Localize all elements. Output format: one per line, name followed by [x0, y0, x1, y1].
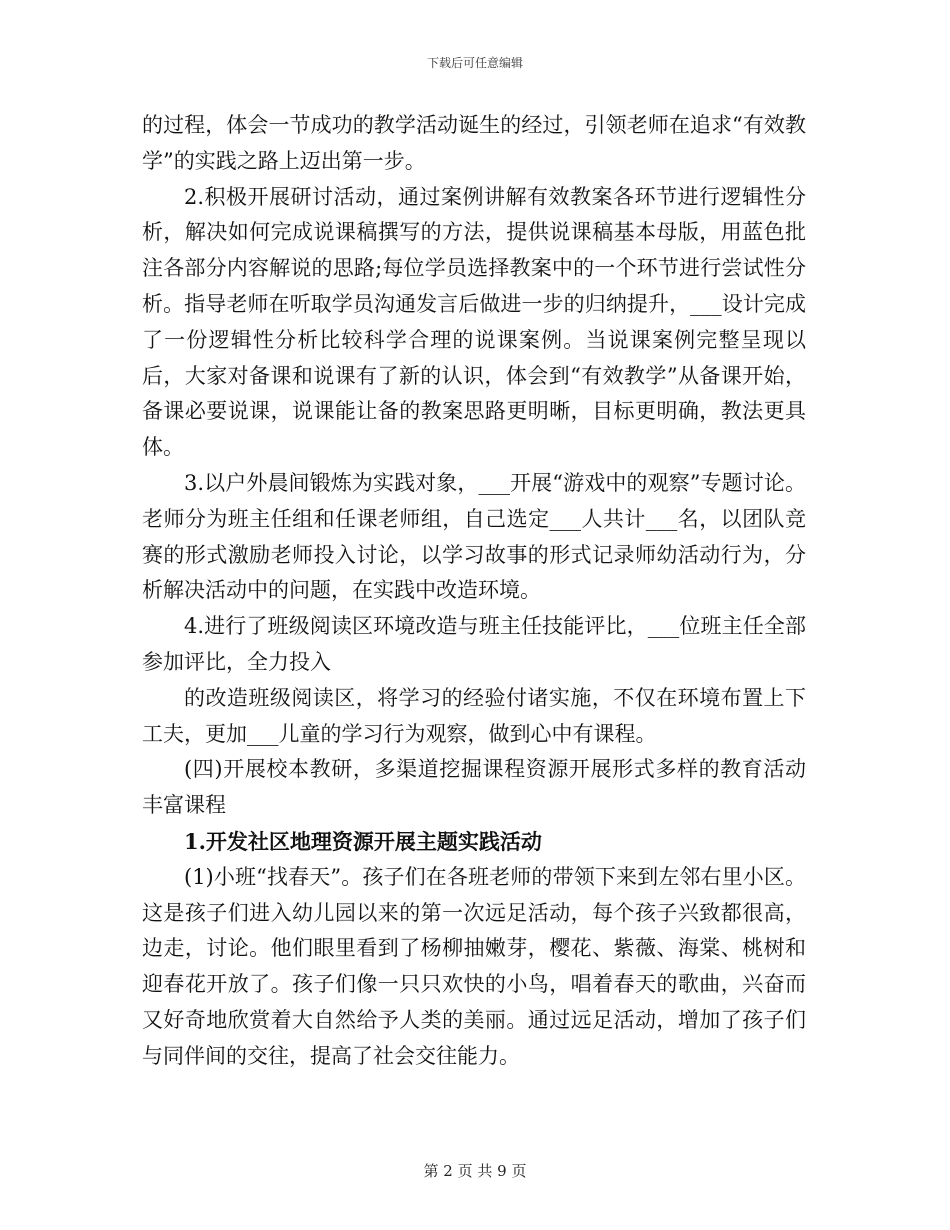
- paragraph-item-2: 2.积极开展研讨活动，通过案例讲解有效教案各环节进行逻辑性分析，解决如何完成说课稿撰写的方法，提供说课稿基本母版，用蓝色批注各部分内容解说的思路;每位学员选择教案中的一个环节进行尝试性分析。指导老师在听取学员沟通发言后做进一步的归纳提升，___设计完成了一份逻辑性分析比较科学合理的说课案例。当说课案例完整呈现以后，大家对备课和说课有了新的认识，体会到“有效教学”从备课开始，备课必要说课，说课能让备的教案思路更明晰，目标更明确，教法更具体。: [142, 184, 806, 460]
- paragraph-item-3: 3.以户外晨间锻炼为实践对象，___开展“游戏中的观察”专题讨论。老师分为班主任组和任课老师组，自己选定___人共计___名，以团队竞赛的形式激励老师投入讨论，以学习故事的形式记录师幼活动行为，分析解决活动中的问题，在实践中改造环境。: [142, 470, 806, 603]
- paragraph-spring-activity: (1)小班“找春天”。孩子们在各班老师的带领下来到左邻右里小区。这是孩子们进入幼儿园以来的第一次远足活动，每个孩子兴致都很高，边走，讨论。他们眼里看到了杨柳抽嫩芽，樱花、紫薇、海棠、桃树和迎春花开放了。孩子们像一只只欢快的小鸟，唱着春天的歌曲，兴奋而又好奇地欣赏着大自然给予人类的美丽。通过远足活动，增加了孩子们与同伴间的交往，提高了社会交往能力。: [142, 864, 806, 1068]
- paragraph-item-4: 4.进行了班级阅读区环境改造与班主任技能评比，___位班主任全部参加评比，全力投入: [142, 614, 806, 674]
- subheading-1: 1.开发社区地理资源开展主题实践活动: [184, 828, 542, 854]
- section-heading-4: (四)开展校本教研，多渠道挖掘课程资源开展形式多样的教育活动丰富课程: [142, 757, 806, 818]
- page-footer: 第 2 页 共 9 页: [423, 1162, 527, 1180]
- paragraph-continuation: 的过程，体会一节成功的教学活动诞生的经过，引领老师在追求“有效教学”的实践之路上迈出第一步。: [142, 113, 806, 173]
- page-header: 下载后可任意编辑: [426, 56, 523, 70]
- document-body: [142, 108, 806, 1075]
- paragraph-item-4-continued: 的改造班级阅读区，将学习的经验付诸实施，不仅在环境布置上下工夫，更加___儿童的学习行为观察，做到心中有课程。: [142, 685, 806, 746]
